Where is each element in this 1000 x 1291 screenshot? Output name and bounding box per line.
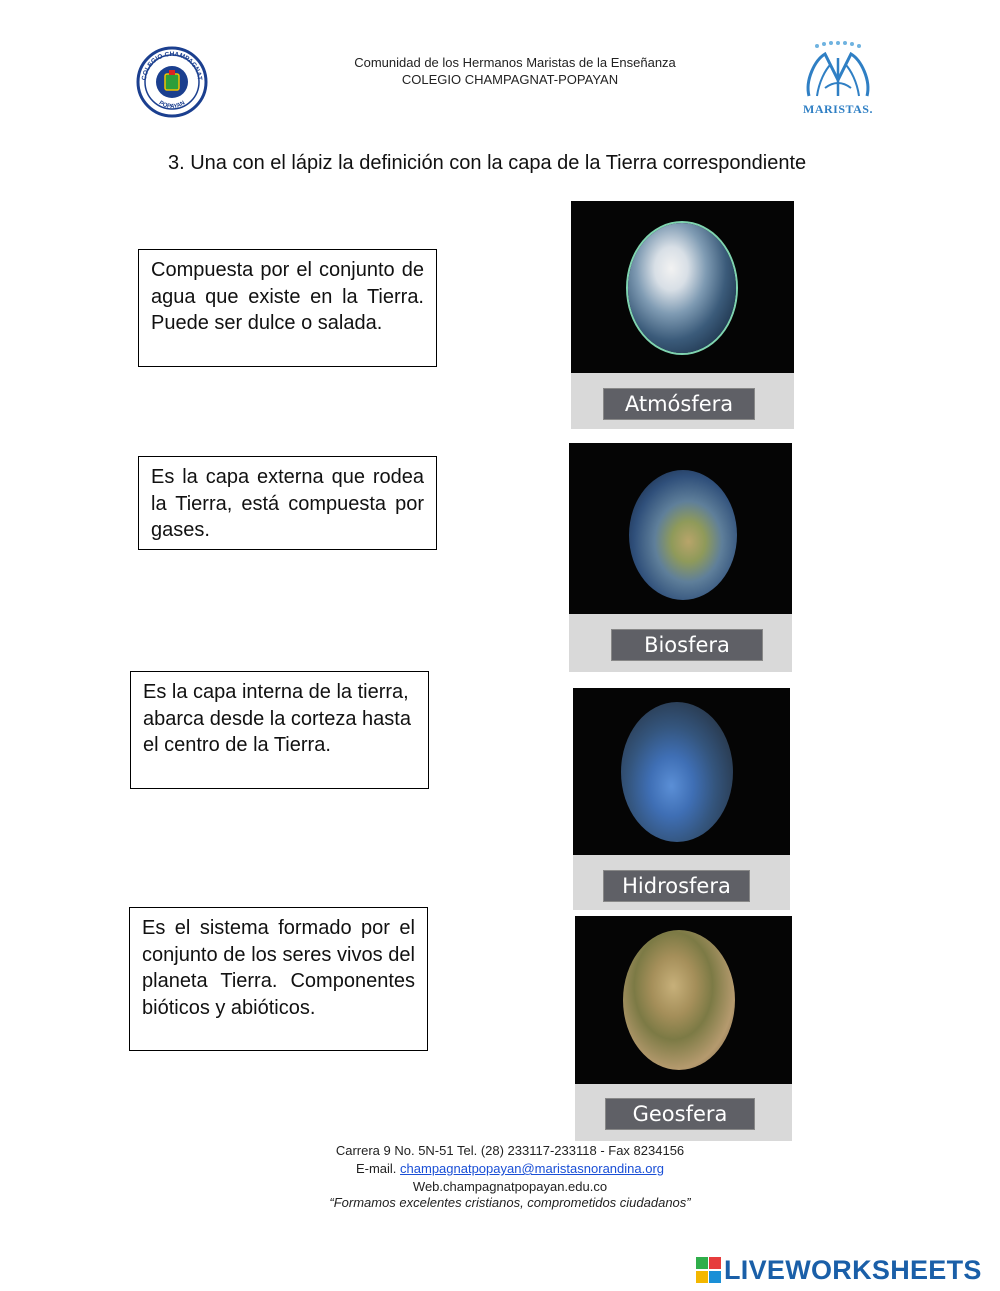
layer-label: Geosfera — [605, 1098, 755, 1130]
earth-clouds-icon — [628, 223, 736, 353]
layer-card-hidrosfera[interactable] — [573, 688, 790, 910]
definition-box-4[interactable]: Es el sistema formado por el conjunto de los seres vivos del planeta Tierra. Componentes bióticos y abióticos. — [129, 907, 428, 1051]
layer-card-geosfera[interactable] — [575, 916, 792, 1141]
footer-email-line — [250, 1161, 770, 1176]
seal-bottom-text: POPAYAN — [157, 100, 187, 111]
liveworksheets-brand[interactable] — [696, 1255, 996, 1287]
footer-motto: “Formamos excelentes cristianos, comprometidos ciudadanos” — [329, 1195, 691, 1210]
brand-text: LIVEWORKSHEETS — [724, 1255, 982, 1285]
earth-americas-icon — [629, 470, 737, 600]
definition-box-1[interactable]: Compuesta por el conjunto de agua que existe en la Tierra. Puede ser dulce o salada. — [138, 249, 437, 367]
earth-ocean-icon — [621, 702, 733, 842]
header-school: COLEGIO CHAMPAGNAT-POPAYAN — [401, 72, 619, 87]
seal-top-text: COLEGIO CHAMPAGNAT — [140, 50, 203, 81]
definition-box-2[interactable]: Es la capa externa que rodea la Tierra, está compuesta por gases. — [138, 456, 437, 550]
footer-email-link[interactable]: champagnatpopayan@maristasnorandina.org — [400, 1161, 665, 1176]
layer-label: Hidrosfera — [603, 870, 750, 902]
layer-card-biosfera[interactable] — [569, 443, 792, 672]
layer-label: Atmósfera — [603, 388, 755, 420]
earth-africa-icon — [623, 930, 735, 1070]
layer-card-atmosfera[interactable] — [571, 201, 794, 429]
maristas-monogram-icon — [795, 40, 881, 102]
school-seal-logo — [136, 46, 208, 118]
liveworksheets-logo-icon — [696, 1257, 722, 1285]
footer-address: Carrera 9 No. 5N-51 Tel. (28) 233117-233118 - Fax 8234156 — [335, 1143, 685, 1158]
header-community: Comunidad de los Hermanos Maristas de la Enseñanza — [354, 55, 676, 70]
definition-box-3[interactable]: Es la capa interna de la tierra, abarca desde la corteza hasta el centro de la Tierra. — [130, 671, 429, 789]
footer-email-prefix: E-mail. — [355, 1161, 401, 1176]
layer-label: Biosfera — [611, 629, 763, 661]
maristas-logo — [795, 40, 881, 120]
maristas-logo-text: MARISTAS. — [803, 102, 873, 116]
footer-web: Web.champagnatpopayan.edu.co — [412, 1179, 608, 1194]
instruction-text: 3. Una con el lápiz la definición con la capa de la Tierra correspondiente — [168, 152, 807, 174]
